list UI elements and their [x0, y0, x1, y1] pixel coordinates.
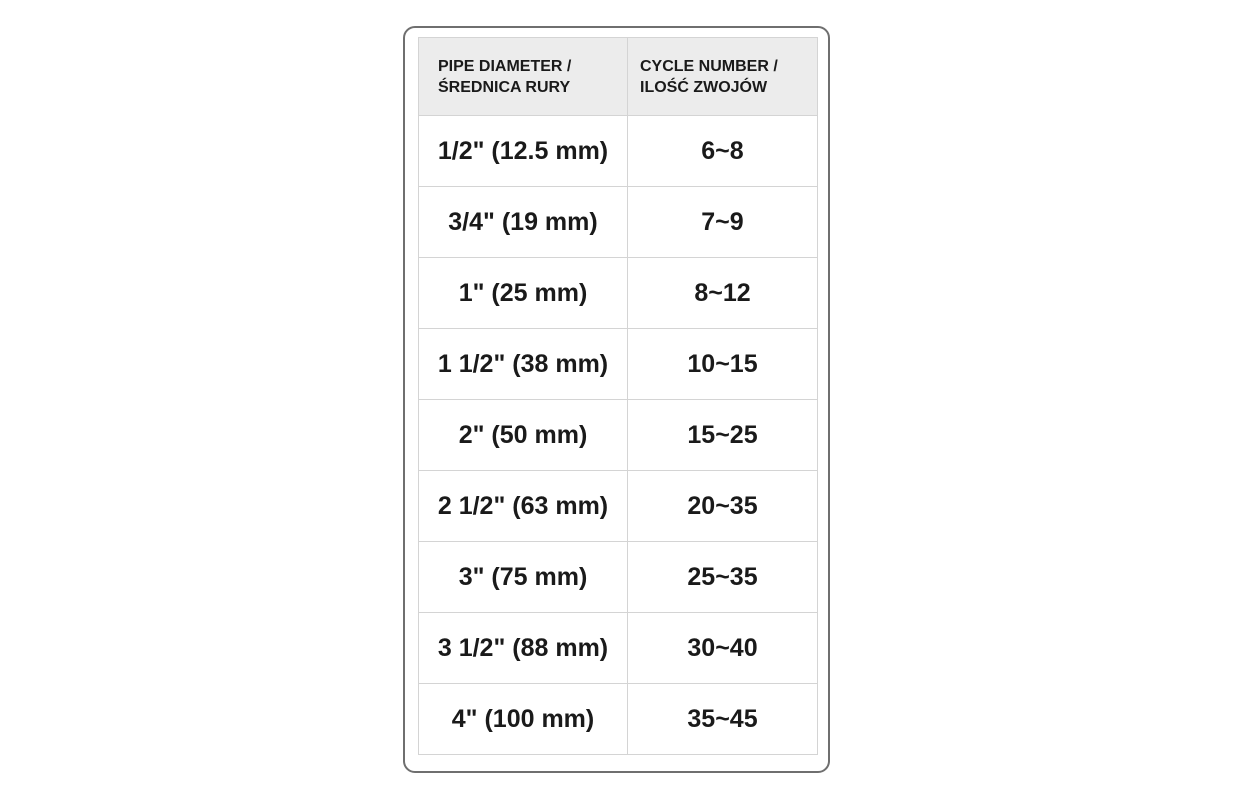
- table-row: [419, 258, 818, 329]
- cell-diameter: 1 1/2" (38 mm): [419, 329, 628, 400]
- table-row: [419, 116, 818, 187]
- cell-cycles: 35~45: [628, 684, 818, 755]
- cell-cycles: 20~35: [628, 471, 818, 542]
- header-pipe-diameter: [419, 38, 628, 116]
- table-row: [419, 684, 818, 755]
- cell-cycles: 30~40: [628, 613, 818, 684]
- header-cycle-number: [628, 38, 818, 116]
- header-cycle-number-line1: CYCLE NUMBER /: [640, 57, 778, 75]
- cell-diameter: 4" (100 mm): [419, 684, 628, 755]
- table-row: [419, 400, 818, 471]
- cell-cycles: 15~25: [628, 400, 818, 471]
- spec-card: [403, 26, 830, 773]
- pipe-cycle-table: [418, 37, 818, 755]
- cell-cycles: 7~9: [628, 187, 818, 258]
- cell-cycles: 8~12: [628, 258, 818, 329]
- table-header-row: [419, 38, 818, 116]
- table-row: [419, 542, 818, 613]
- cell-diameter: 3 1/2" (88 mm): [419, 613, 628, 684]
- cell-cycles: 6~8: [628, 116, 818, 187]
- cell-diameter: 2" (50 mm): [419, 400, 628, 471]
- cell-diameter: 1/2" (12.5 mm): [419, 116, 628, 187]
- table-row: [419, 329, 818, 400]
- cell-diameter: 3/4" (19 mm): [419, 187, 628, 258]
- table-row: [419, 613, 818, 684]
- cell-diameter: 2 1/2" (63 mm): [419, 471, 628, 542]
- table-row: [419, 471, 818, 542]
- cell-diameter: 3" (75 mm): [419, 542, 628, 613]
- header-cycle-number-line2: ILOŚĆ ZWOJÓW: [640, 78, 768, 96]
- cell-cycles: 10~15: [628, 329, 818, 400]
- cell-diameter: 1" (25 mm): [419, 258, 628, 329]
- table-row: [419, 187, 818, 258]
- cell-cycles: 25~35: [628, 542, 818, 613]
- header-pipe-diameter-line2: ŚREDNICA RURY: [438, 78, 571, 96]
- header-pipe-diameter-line1: PIPE DIAMETER /: [438, 57, 572, 75]
